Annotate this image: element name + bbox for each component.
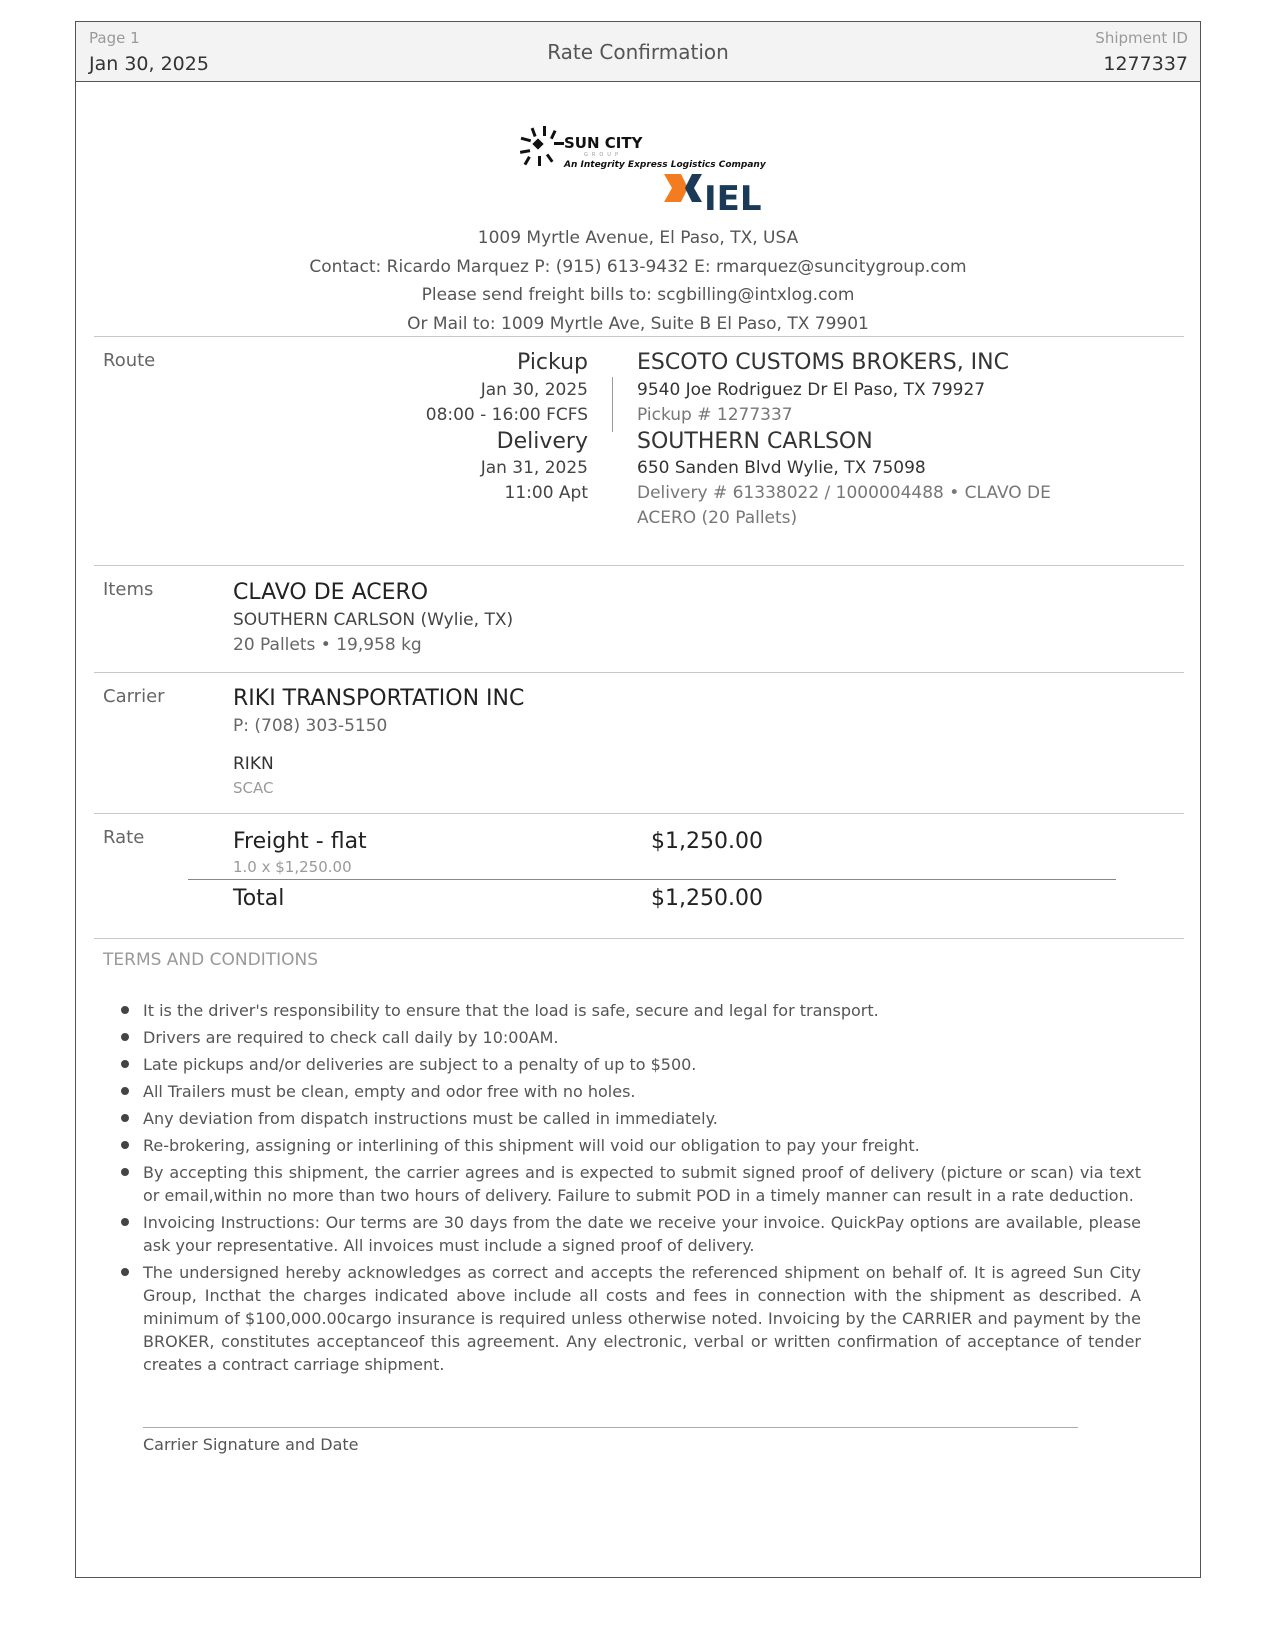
term-item: By accepting this shipment, the carrier agrees and is expected to submit signed proof of delivery (picture or scan) via text or email,within no more than two hours of delivery. Failure to submit POD in a timely manner can result in a rate deduction. [121,1161,1141,1207]
terms-title: TERMS AND CONDITIONS [103,950,318,970]
shipment-id: 1277337 [1103,53,1188,75]
page-number: Page 1 [89,29,140,47]
company-logo [516,126,776,222]
item-name: CLAVO DE ACERO [233,580,429,605]
carrier-name: RIKI TRANSPORTATION INC [233,686,525,711]
carrier-phone: P: (708) 303-5150 [233,716,388,736]
term-item: All Trailers must be clean, empty and odor free with no holes. [121,1080,1141,1103]
document-title: Rate Confirmation [547,40,729,64]
total-label: Total [233,886,285,911]
carrier-label: Carrier [103,686,165,707]
delivery-reference: Delivery # 61338022 / 1000004488 • CLAVO DE ACERO (20 Pallets) [637,483,1051,528]
logo-iel-text: IEL [704,179,762,219]
pickup-location-name: ESCOTO CUSTOMS BROKERS, INC [637,350,1009,375]
item-details [233,578,513,658]
broker-address: 1009 Myrtle Avenue, El Paso, TX, USA [477,228,799,248]
divider [94,813,1184,814]
pickup-schedule [426,348,588,506]
rate-confirmation-document [75,21,1201,1578]
signature-line[interactable] [143,1427,1078,1428]
delivery-date: Jan 31, 2025 [480,458,588,478]
term-item: Drivers are required to check call daily by 10:00AM. [121,1026,1141,1049]
divider [94,672,1184,673]
scac-label: SCAC [233,779,274,797]
term-item: It is the driver's responsibility to ensure that the load is safe, secure and legal for transport. [121,999,1141,1022]
divider [94,938,1184,939]
delivery-location-address: 650 Sanden Blvd Wylie, TX 75098 [637,458,926,478]
pickup-date: Jan 30, 2025 [480,380,588,400]
route-label: Route [103,350,156,371]
term-item: Any deviation from dispatch instructions must be called in immediately. [121,1107,1141,1130]
sun-city-logo-icon [516,126,776,222]
pickup-location-address: 9540 Joe Rodriguez Dr El Paso, TX 79927 [637,380,986,400]
logo-brand-text: SUN CITY [564,134,643,152]
rate-label: Rate [103,827,145,848]
broker-info [76,224,1200,338]
terms-list [121,999,1141,1380]
items-label: Items [103,579,154,600]
delivery-location-name: SOUTHERN CARLSON [637,429,873,454]
mail-address: Or Mail to: 1009 Myrtle Ave, Suite B El Paso, TX 79901 [407,313,869,334]
rate-line-item [233,827,367,877]
term-item: The undersigned hereby acknowledges as correct and accepts the referenced shipment on behalf of. It is agreed Sun City Group, Incthat the charges indicated above include all costs and fees in connection with the shipment as described. A minimum of $100,000.00cargo insurance is required unless otherwise noted. Invoicing by the CARRIER and payment by the BROKER, constitutes acceptanceof this agreement. Any electronic, verbal or written confirmation of acceptance of tender creates a contract carriage shipment. [121,1261,1141,1376]
total-amount: $1,250.00 [651,886,763,911]
item-quantity: 20 Pallets • 19,958 kg [233,635,422,655]
route-divider [612,377,613,432]
rate-line-calc: 1.0 x $1,250.00 [233,858,352,876]
document-date: Jan 30, 2025 [89,53,209,75]
pickup-title: Pickup [517,350,588,375]
pickup-window: 08:00 - 16:00 FCFS [425,405,588,425]
iel-mark-icon [664,174,702,202]
shipment-id-label: Shipment ID [1095,29,1188,47]
document-header [76,22,1200,82]
logo-group-text: GROUP [584,152,622,158]
logo-tagline-text: An Integrity Express Logistics Company [564,160,766,170]
divider [94,565,1184,566]
freight-bills-email: Please send freight bills to: scgbilling@intxlog.com [421,285,855,305]
carrier-details [233,684,524,799]
signature-label: Carrier Signature and Date [143,1435,359,1454]
route-stops [637,348,1137,531]
rate-line-name: Freight - flat [233,829,367,854]
broker-contact: Contact: Ricardo Marquez P: (915) 613-9432 E: rmarquez@suncitygroup.com [309,256,967,277]
item-consignee: SOUTHERN CARLSON (Wylie, TX) [233,610,514,630]
sunburst-icon [520,126,564,166]
rate-line-amount: $1,250.00 [651,829,763,854]
divider [94,336,1184,337]
delivery-window: 11:00 Apt [504,483,588,503]
term-item: Invoicing Instructions: Our terms are 30 days from the date we receive your invoice. QuickPay options are available, please ask your representative. All invoices must include a signed proof of delivery. [121,1211,1141,1257]
term-item: Late pickups and/or deliveries are subject to a penalty of up to $500. [121,1053,1141,1076]
carrier-scac: RIKN [233,754,274,774]
delivery-title: Delivery [496,429,588,454]
term-item: Re-brokering, assigning or interlining of this shipment will void our obligation to pay your freight. [121,1134,1141,1157]
rate-total-divider [188,879,1116,880]
pickup-reference: Pickup # 1277337 [637,405,793,425]
